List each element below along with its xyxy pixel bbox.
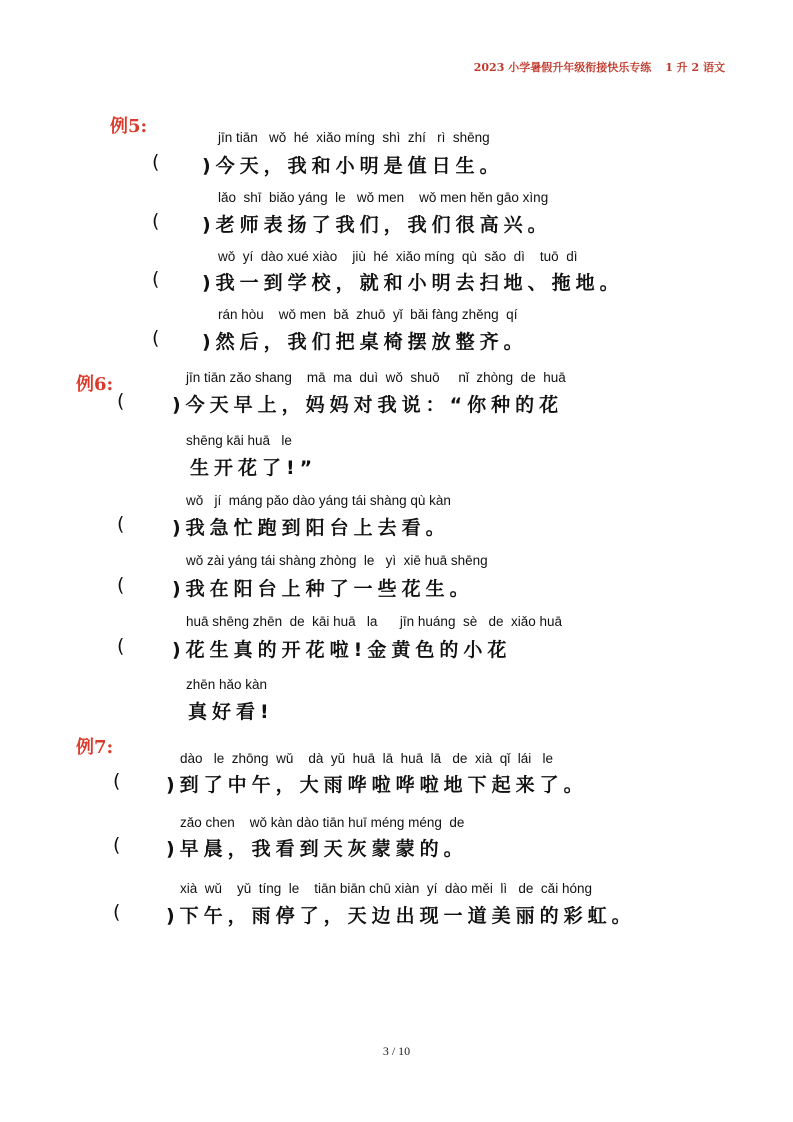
header-title: 2023 小学暑假升年级衔接快乐专练: [473, 61, 652, 74]
section-label-ex7: 例7:: [76, 737, 114, 758]
header-subtitle: 1 升 2 语文: [665, 61, 725, 74]
sentence-text: )老师表扬了我们，我们很高兴。: [202, 214, 552, 236]
sentence-text: 生开花了!”: [190, 457, 318, 479]
pinyin-line: huā shēng zhēn de kāi huā la jīn huáng sè de xiǎo huā: [186, 614, 563, 629]
pinyin-line: rán hòu wǒ men bǎ zhuō yǐ bǎi fàng zhěng qí: [218, 307, 518, 322]
pinyin-line: jīn tiān zǎo shang mā ma duì wǒ shuō nǐ zhòng de huā: [186, 370, 566, 385]
pinyin-line: dào le zhōng wǔ dà yǔ huā lā huā lā de xià qǐ lái le: [180, 751, 553, 766]
sentence-text: )下午，雨停了，天边出现一道美丽的彩虹。: [166, 905, 636, 927]
sentence-text: )花生真的开花啦!金黄色的小花: [172, 639, 512, 661]
answer-paren[interactable]: (: [117, 390, 125, 412]
sentence-text: )到了中午，大雨哗啦哗啦地下起来了。: [166, 774, 588, 796]
pinyin-line: lǎo shī biǎo yáng le wǒ men wǒ men hěn gāo xìng: [218, 190, 549, 205]
sentence-text: )今天早上，妈妈对我说：“你种的花: [172, 394, 564, 416]
pinyin-line: xià wǔ yǔ tíng le tiān biān chū xiàn yí dào měi lì de cǎi hóng: [180, 881, 592, 896]
answer-paren[interactable]: (: [152, 268, 160, 290]
answer-paren[interactable]: (: [113, 901, 121, 923]
pinyin-line: shēng kāi huā le: [186, 433, 292, 448]
section-label-ex5: 例5:: [110, 116, 148, 137]
sentence-text: )早晨，我看到天灰蒙蒙的。: [166, 838, 468, 860]
pinyin-line: zhēn hǎo kàn: [186, 677, 268, 692]
sentence-text: )我在阳台上种了一些花生。: [172, 578, 474, 600]
answer-paren[interactable]: (: [117, 635, 125, 657]
answer-paren[interactable]: (: [113, 834, 121, 856]
answer-paren[interactable]: (: [113, 770, 121, 792]
sentence-text: )然后，我们把桌椅摆放整齐。: [202, 331, 528, 353]
answer-paren[interactable]: (: [152, 327, 160, 349]
sentence-text: )今天，我和小明是值日生。: [202, 155, 504, 177]
answer-paren[interactable]: (: [152, 151, 160, 173]
sentence-text: )我一到学校，就和小明去扫地、拖地。: [202, 272, 624, 294]
sentence-text: )我急忙跑到阳台上去看。: [172, 517, 450, 539]
section-label-ex6: 例6:: [76, 374, 114, 395]
pinyin-line: jīn tiān wǒ hé xiǎo míng shì zhí rì shēng: [218, 130, 490, 145]
pinyin-line: zǎo chen wǒ kàn dào tiān huī méng méng de: [180, 815, 465, 830]
page-number: 3 / 10: [382, 1044, 411, 1058]
answer-paren[interactable]: (: [117, 574, 125, 596]
sentence-text: 真好看!: [188, 701, 274, 723]
page-header: [474, 59, 725, 75]
pinyin-line: wǒ jí máng pǎo dào yáng tái shàng qù kàn: [186, 493, 451, 508]
pinyin-line: wǒ yí dào xué xiào jiù hé xiǎo míng qù sǎo dì tuō dì: [218, 249, 578, 264]
pinyin-line: wǒ zài yáng tái shàng zhòng le yì xiē huā shēng: [186, 553, 488, 568]
answer-paren[interactable]: (: [152, 210, 160, 232]
answer-paren[interactable]: (: [117, 513, 125, 535]
